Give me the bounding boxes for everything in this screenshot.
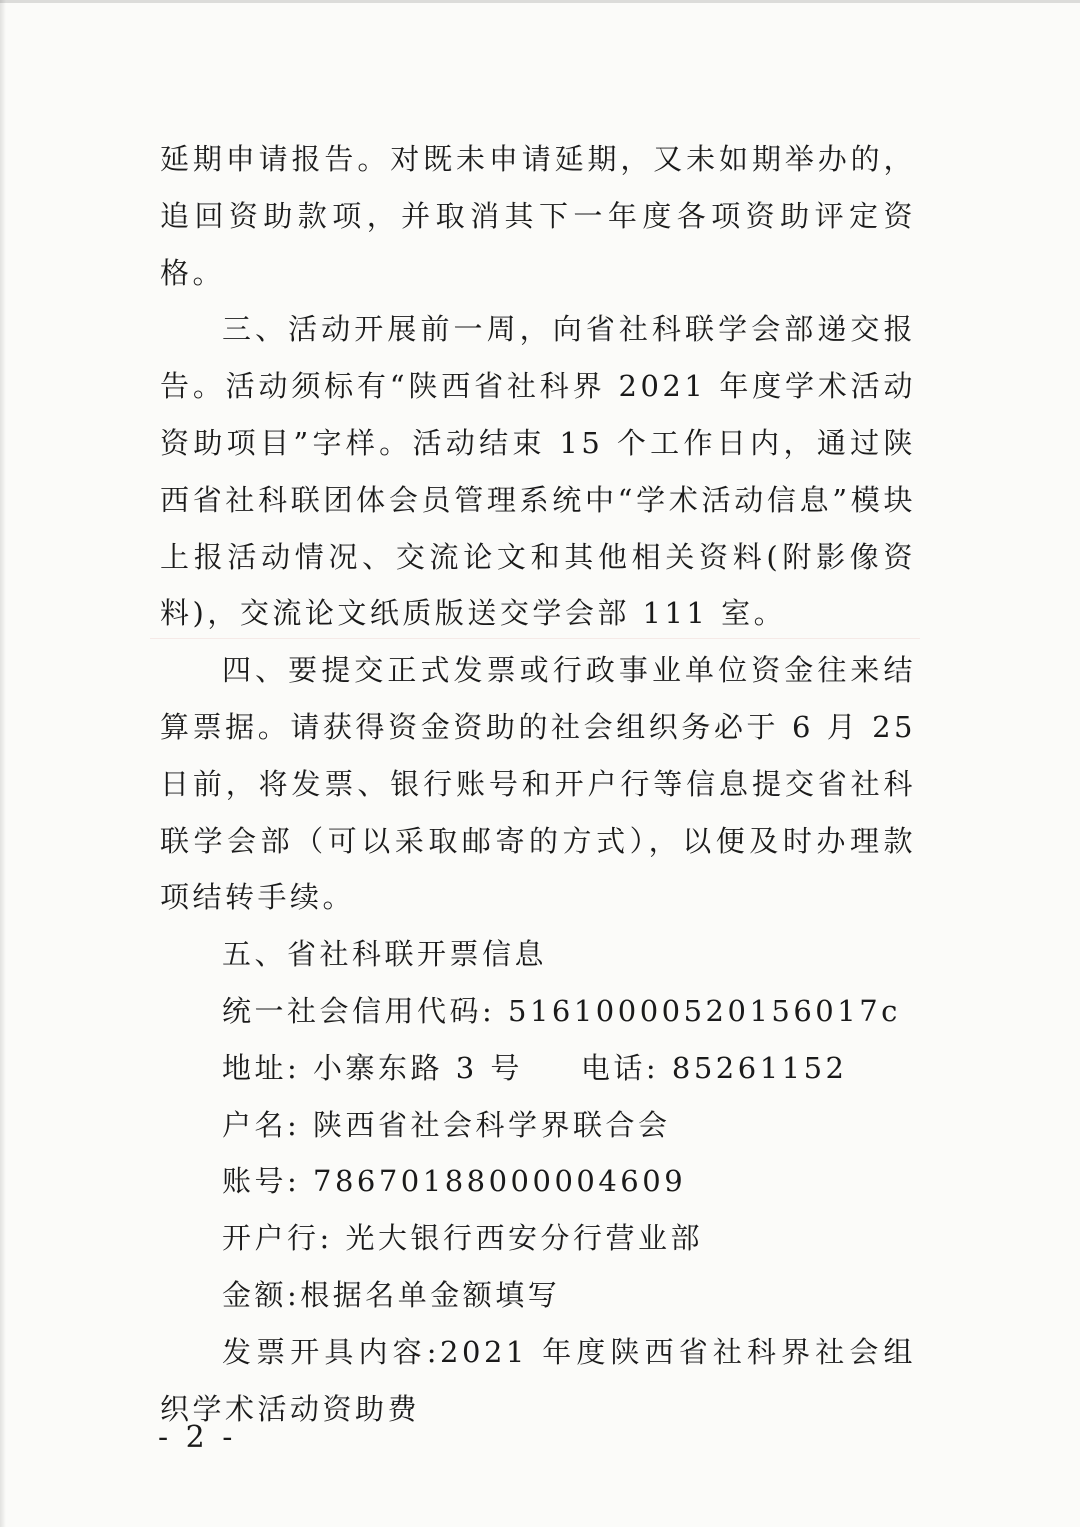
account-name-value: 陕西省社会科学界联合会	[313, 1107, 671, 1142]
address-phone-line	[160, 1040, 916, 1097]
bank-value: 光大银行西安分行营业部	[345, 1221, 704, 1256]
account-number-label: 账号:	[222, 1164, 301, 1199]
address-label: 地址:	[222, 1050, 301, 1085]
phone-label: 电话:	[580, 1050, 660, 1085]
invoice-content-line	[160, 1324, 916, 1438]
bank-line	[160, 1210, 916, 1267]
account-name-line	[160, 1097, 916, 1154]
account-number-line	[160, 1153, 916, 1210]
document-body	[160, 131, 916, 1437]
account-number-value: 78670188000004609	[313, 1164, 687, 1199]
credit-code-label: 统一社会信用代码:	[222, 993, 496, 1028]
address-value: 小寨东路 3 号	[313, 1050, 523, 1085]
invoice-content-value: 2021 年度陕西省社科界社会组织学术活动资助费	[160, 1334, 916, 1426]
amount-value: 根据名单金额填写	[300, 1277, 561, 1312]
scan-left-edge	[0, 0, 6, 1527]
item-5-heading: 五、省社科联开票信息	[222, 937, 548, 972]
continuation-paragraph: 延期申请报告。对既未申请延期，又未如期举办的，追回资助款项，并取消其下一年度各项资助评定资格。	[160, 142, 916, 290]
amount-line	[160, 1267, 916, 1324]
credit-code-value: 51610000520156017c	[508, 993, 901, 1028]
account-name-label: 户名:	[222, 1107, 301, 1142]
phone-value: 85261152	[671, 1050, 848, 1085]
credit-code-line	[160, 983, 916, 1040]
item-3-paragraph: 三、活动开展前一周，向省社科联学会部递交报告。活动须标有“陕西省社科界 2021 年度学术活动资助项目”字样。活动结束 15 个工作日内，通过陕西省社科联团体会员管理系统中“学术活动信息”模块上报活动情况、交流论文和其他相关资料(附影像资料)，交流论文纸质版送交学会部 111 室。	[160, 312, 916, 631]
invoice-content-label: 发票开具内容:	[222, 1334, 441, 1369]
bank-label: 开户行:	[222, 1221, 333, 1256]
page-number: - 2 -	[158, 1420, 237, 1455]
amount-label: 金额:	[222, 1277, 301, 1312]
scan-top-edge	[0, 0, 1080, 3]
item-4-paragraph: 四、要提交正式发票或行政事业单位资金往来结算票据。请获得资金资助的社会组织务必于 6 月 25 日前，将发票、银行账号和开户行等信息提交省社科联学会部（可以采取邮寄的方式），以便及时办理款项结转手续。	[160, 653, 916, 915]
